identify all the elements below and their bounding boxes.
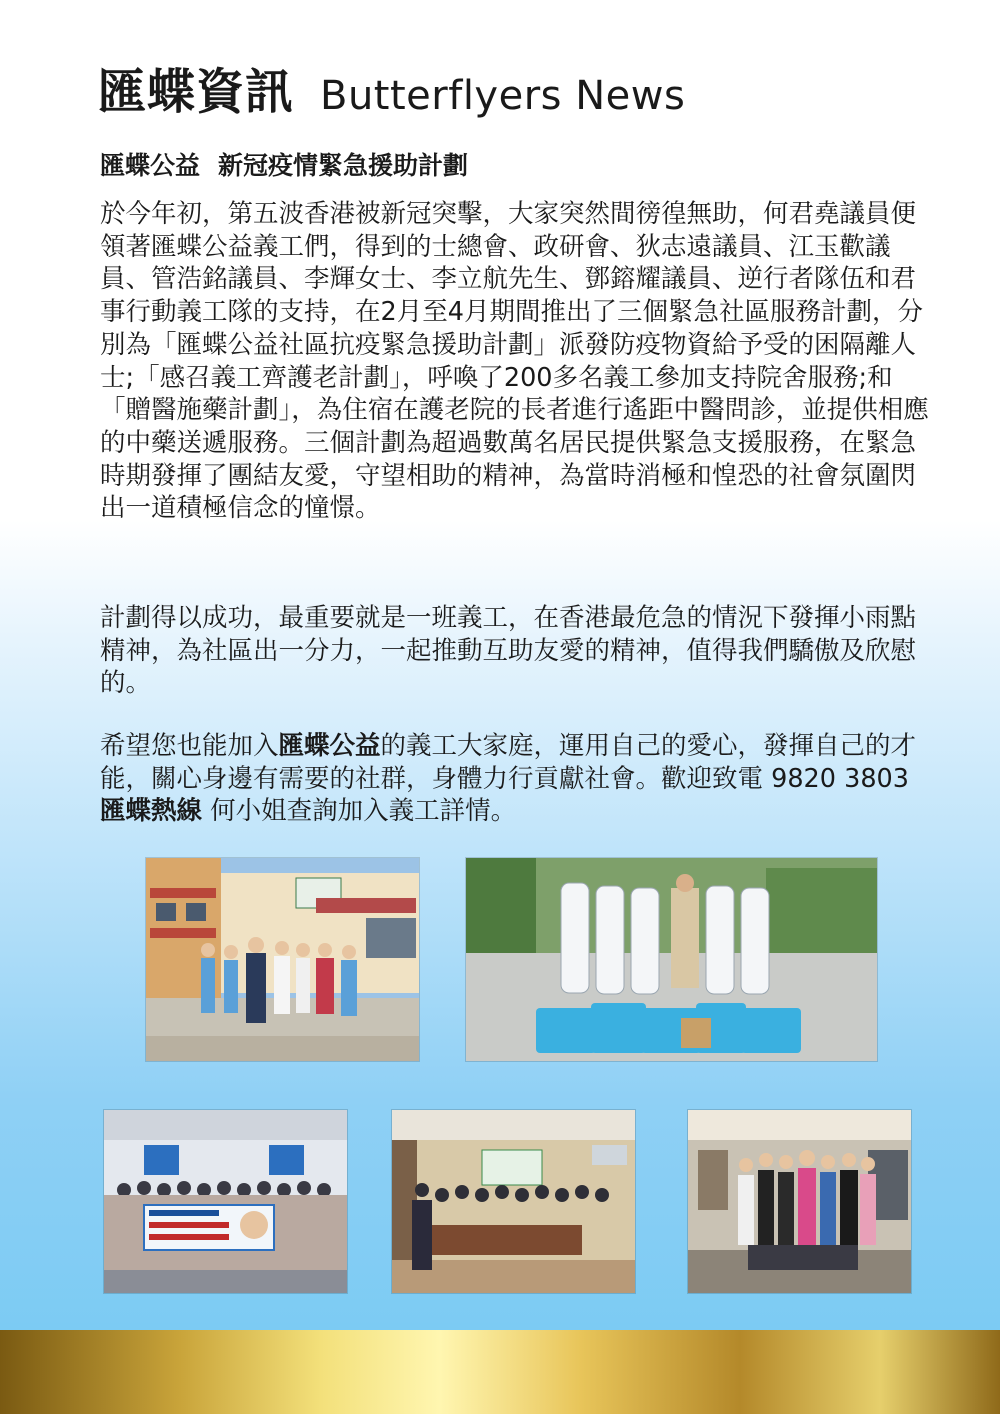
headline-program: 新冠疫情緊急援助計劃 [218,151,469,180]
article-paragraph-3 [100,730,936,828]
office-group-photo [687,1109,912,1294]
ppe-volunteers-with-supplies-photo [465,857,878,1062]
paragraph-3-text-a: 希望您也能加入 [100,731,279,761]
paragraph-3-org: 匯蝶公益 [278,731,381,761]
gold-footer-bar [0,1330,1000,1414]
masthead [98,56,686,120]
masthead-title-en: Butterflyers News [320,73,686,119]
paragraph-3-text-c: 何小姐查詢加入義工詳情。 [202,796,517,827]
article-headline [100,146,468,182]
paragraph-3-hotline: 匯蝶熱線 [100,796,203,827]
paragraph-3-text-b: 的義工大家庭，運用自己的愛心，發揮自己的才能，關心身邊有需要的社群，身體力行貢獻社會。歡迎致電 9820 3803 [100,731,917,794]
masthead-title-cn: 匯蝶資訊 [98,64,295,120]
article-paragraph-2: 計劃得以成功，最重要就是一班義工，在香港最危急的情況下發揮小雨點精神，為社區出一分力，一起推動互助友愛的精神，值得我們驕傲及欣慰的。 [100,603,917,699]
headline-org: 匯蝶公益 [100,151,201,180]
volunteers-outside-shop-photo [145,857,420,1062]
meeting-room-group-photo [391,1109,636,1294]
group-with-banner-photo [103,1109,348,1294]
article-paragraph-1: 於今年初，第五波香港被新冠突擊，大家突然間徬徨無助，何君堯議員便領著匯蝶公益義工們，得到的士總會、政研會、狄志遠議員、江玉歡議員、管浩銘議員、李輝女士、李立航先生、鄧鎔耀議員、逆行者隊伍和君事行動義工隊的支持，在2月至4月期間推出了三個緊急社區服務計劃，分別為「匯蝶公益社區抗疫緊急援助計劃」派發防疫物資給予受的困隔離人士;「感召義工齊護老計劃」，呼喚了200多名義工參加支持院舍服務;和「贈醫施藥計劃」，為住宿在護老院的長者進行遙距中醫問診，並提供相應的中藥送遞服務。三個計劃為超過數萬名居民提供緊急支援服務，在緊急時期發揮了團結友愛，守望相助的精神，為當時消極和惶恐的社會氛圍閃出一道積極信念的憧憬。 [100,199,929,524]
